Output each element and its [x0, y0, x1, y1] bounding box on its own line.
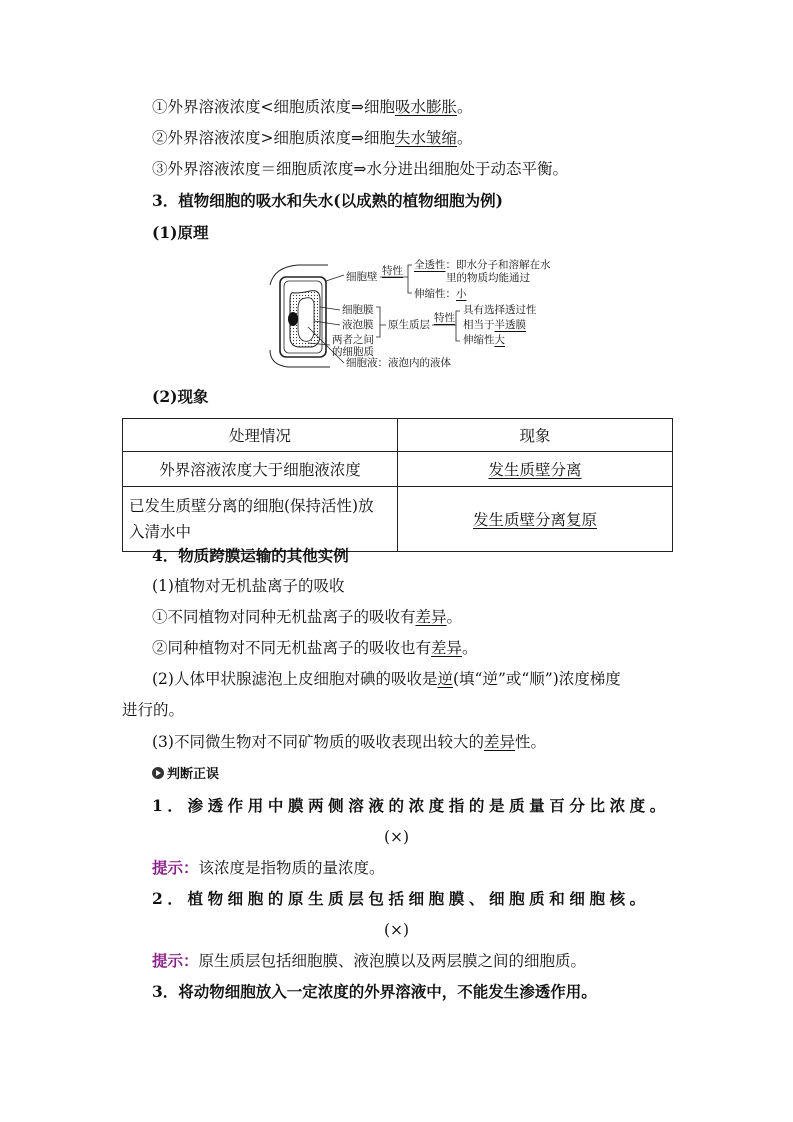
proto-stretch-answer: 大: [494, 334, 505, 346]
full-permeability-desc: ：即水分子和溶解在水: [445, 259, 551, 271]
s2-text: (2)人体甲状腺滤泡上皮细胞对碘的吸收是: [152, 670, 438, 688]
label-selective: 具有选择透过性: [463, 304, 537, 316]
section4-s1a: [152, 606, 462, 628]
full-permeability-answer: 全透性: [414, 259, 446, 271]
table-cell-condition-1: 外界溶液浓度大于细胞液浓度: [123, 452, 398, 487]
wall-stretch-answer: 小: [456, 288, 467, 300]
section4-s2-line2: 进行的。: [122, 701, 185, 719]
table-header-row: [123, 419, 673, 452]
label-between-1: 两者之间: [332, 334, 374, 346]
label-protoplast-property: 特性: [434, 312, 455, 324]
semipermeable-text: 相当于: [463, 319, 495, 331]
section3-sub1: (1)原理: [152, 223, 209, 242]
label-wall-stretch: [414, 288, 467, 300]
label-between-2: 的细胞质: [332, 346, 374, 358]
tip-text-2: 原生质层包括细胞膜、液泡膜以及两层膜之间的细胞质。: [198, 952, 587, 970]
semipermeable-answer: 半透膜: [494, 319, 526, 331]
intro-line-3: ③外界溶液浓度＝细胞质浓度⇒水分进出细胞处于动态平衡。: [152, 160, 568, 178]
judge-q1: 1．渗透作用中膜两侧溶液的浓度指的是质量百分比浓度。: [152, 796, 670, 815]
table-row: [123, 452, 673, 487]
s1b-end: 。: [462, 639, 478, 657]
s1b-answer: 差异: [431, 639, 463, 657]
play-icon: [152, 767, 164, 779]
label-protoplast: 原生质层: [388, 319, 430, 331]
section4-heading: 4．物质跨膜运输的其他实例: [152, 546, 349, 565]
table-cell-condition-2: [123, 487, 398, 552]
plant-cell-diagram: [268, 255, 573, 373]
label-full-permeability-2: 里的物质均能通过: [446, 272, 530, 284]
label-cell-wall: 细胞壁: [346, 271, 378, 283]
tip-label-2: 提示：: [152, 951, 199, 970]
wall-stretch-text: 伸缩性：: [414, 288, 456, 300]
nucleus-shape: [288, 312, 298, 326]
judge-q2: 2．植物细胞的原生质层包括细胞膜、细胞质和细胞核。: [152, 889, 650, 908]
judge-a2: (×): [383, 921, 410, 939]
phenomenon-table: [122, 418, 673, 552]
result-1-answer: 发生质壁分离: [488, 461, 582, 479]
s3-end: 性。: [514, 733, 546, 751]
condition-2-line-2: 入清水中: [129, 523, 192, 541]
intro-line-2-answer: 失水皱缩: [394, 129, 457, 147]
intro-line-1-text: ①外界溶液浓度<细胞质浓度⇒细胞: [152, 98, 395, 116]
section4-s3: [152, 731, 546, 753]
section4-s2: [152, 668, 621, 690]
intro-line-1: [152, 96, 473, 118]
label-cell-sap: 细胞液：液泡内的液体: [346, 357, 451, 369]
table-row: [123, 487, 673, 552]
intro-line-1-end: 。: [457, 98, 473, 116]
table-cell-result-1: [398, 452, 673, 487]
table-cell-result-2: [398, 487, 673, 552]
s1a-text: ①不同植物对同种无机盐离子的吸收有: [152, 608, 416, 626]
s2-end: (填“逆”或“顺”)浓度梯度: [452, 670, 621, 688]
tip-label-1: 提示：: [152, 858, 199, 877]
tip-text-1: 该浓度是指物质的量浓度。: [198, 859, 385, 877]
label-vacuole-membrane: 液泡膜: [342, 319, 374, 331]
judge-tip-2: [152, 950, 586, 972]
s2-answer: 逆: [437, 670, 453, 688]
intro-line-1-answer: 吸水膨胀: [394, 98, 457, 116]
s3-answer: 差异: [483, 733, 515, 751]
s1a-end: 。: [446, 608, 463, 626]
judge-q3: 3．将动物细胞放入一定浓度的外界溶液中，不能发生渗透作用。: [152, 982, 597, 1001]
intro-line-2: [152, 127, 473, 149]
label-cell-membrane: 细胞膜: [342, 304, 374, 316]
intro-line-2-text: ②外界溶液浓度>细胞质浓度⇒细胞: [152, 129, 395, 147]
condition-2-line-1: 已发生质壁分离的细胞(保持活性)放: [129, 497, 374, 515]
judge-tip-1: [152, 857, 385, 879]
judge-label-row: [152, 764, 219, 786]
section3-heading: 3．植物细胞的吸水和失水(以成熟的植物细胞为例): [152, 191, 503, 210]
label-semipermeable: [463, 319, 526, 331]
judge-a1: (×): [383, 828, 410, 846]
section3-sub2: (2)现象: [152, 387, 209, 406]
table-header-condition: 处理情况: [123, 419, 398, 452]
proto-stretch-text: 伸缩性: [463, 334, 495, 346]
section4-s1b: [152, 637, 478, 659]
label-wall-property: 特性: [382, 265, 403, 277]
label-full-permeability: [414, 259, 551, 271]
section4-s1: (1)植物对无机盐离子的吸收: [152, 577, 345, 595]
s1a-answer: 差异: [415, 608, 447, 626]
judge-label: 判断正误: [167, 767, 220, 782]
s3-text: (3)不同微生物对不同矿物质的吸收表现出较大的: [152, 733, 484, 751]
table-header-phenomenon: 现象: [398, 419, 673, 452]
intro-line-2-end: 。: [457, 129, 473, 147]
s1b-text: ②同种植物对不同无机盐离子的吸收也有: [152, 639, 432, 657]
result-2-answer: 发生质壁分离复原: [472, 511, 597, 529]
label-proto-stretch: [463, 334, 505, 346]
